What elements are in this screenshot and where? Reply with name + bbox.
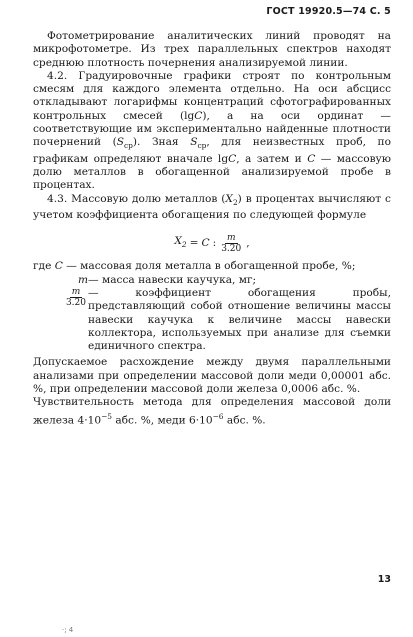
- formula-fraction: $\frac{m}{3.20}$: [221, 232, 242, 254]
- definition-c: где C — массовая доля металла в обогащенной пробе, %;: [33, 260, 356, 273]
- paragraph-tolerance: Допускаемое расхождение между двумя параллельными анализами при определении массовой доли меди 0,00001 абс. %, при определении массовой доли железа 0,0006 абс. %.: [33, 356, 391, 396]
- paragraph-sensitivity: Чувствительность метода для определения массовой доли железа $4\cdot 10^{-5}$ абс. %, меди $6\cdot 10^{-6}$ абс. %.: [33, 396, 391, 427]
- page-header: ГОСТ 19920.5—74 С. 5: [266, 6, 391, 17]
- definition-fraction: $\frac{m}{3.20}$: [65, 286, 86, 308]
- paragraph-photometry: Фотометрирование аналитических линий проводят на микрофотометре. Из трех параллельных спектров находят среднюю плотность почернения анализируемой линии.: [33, 30, 391, 69]
- page-number: 13: [377, 574, 391, 585]
- formula-definitions: [33, 260, 391, 353]
- document-body: [33, 30, 391, 427]
- paragraph-4-2: 4.2. Градуировочные графики строят по контрольным смесям для каждого элемента отдельно. На оси абсцисс откладывают логарифмы концентраций сфотографированных контрольных смесей (lgC), а на оси ординат — соответствующие им экспериментально найденные плотности почернений $(S_{ср})$. Зная $S_{ср}$, для неизвестных проб, по графикам определяют вначале lgC, а затем и C — массовую долю металлов в обогащенной анализируемой пробе в процентах.: [33, 69, 391, 192]
- definition-enrichment-coefficient: $\frac{m}{3.20}$ — коэффициент обогащения пробы, представляющий собой отношение величины массы навески каучука к величине массы навески коллектора, используемых при анализе для съемки единичного спектра.: [65, 286, 391, 353]
- definition-m: m — масса навески каучука, мг;: [77, 273, 257, 286]
- paragraph-4-3: 4.3. Массовую долю металлов $(X_2)$ в процентах вычисляют с учетом коэффициента обогащения по следующей формуле: [33, 192, 391, 222]
- bottom-mark: ·; 4: [62, 626, 74, 634]
- enrichment-formula: $X_2$ = C : $\frac{m}{3.20}$ ,: [174, 232, 250, 254]
